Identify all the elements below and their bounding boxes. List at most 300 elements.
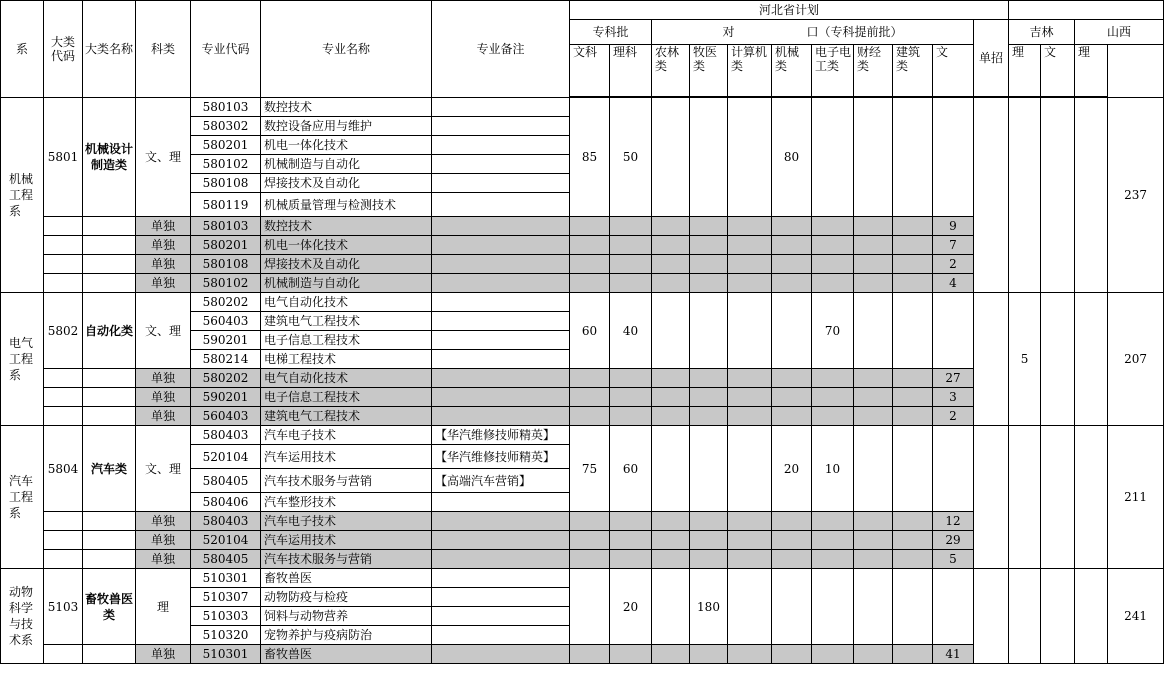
major-name: 建筑电气工程技术 <box>261 312 432 331</box>
danzhao-plan-empty <box>570 531 610 550</box>
danzhao-plan-empty <box>854 550 893 569</box>
plan-muyi <box>690 293 728 369</box>
jilin-li <box>1009 569 1041 664</box>
danzhao-note <box>432 388 570 407</box>
major-note <box>432 136 570 155</box>
major-note <box>432 350 570 369</box>
major-name: 机电一体化技术 <box>261 136 432 155</box>
danzhao-note <box>432 512 570 531</box>
danzhao-note <box>432 645 570 664</box>
danzhao-count: 2 <box>933 255 974 274</box>
danzhao-plan-empty <box>652 236 690 255</box>
major-note <box>432 626 570 645</box>
danzhao-plan-empty <box>854 369 893 388</box>
blank-code <box>44 255 83 274</box>
header-zhuanke: 专科批 <box>570 20 652 45</box>
danzhao-name: 汽车电子技术 <box>261 512 432 531</box>
danzhao-plan-empty <box>610 388 652 407</box>
category-name: 汽车类 <box>83 426 136 512</box>
danzhao-count: 3 <box>933 388 974 407</box>
danzhao-subject: 单独 <box>136 645 191 664</box>
blank-code <box>44 217 83 236</box>
danzhao-name: 建筑电气工程技术 <box>261 407 432 426</box>
danzhao-plan-empty <box>854 645 893 664</box>
shanxi-li <box>1075 426 1108 569</box>
header-muyi: 牧医类 <box>690 45 728 97</box>
plan-jixie <box>772 293 812 369</box>
header-jixie: 机械类 <box>772 45 812 97</box>
danzhao-plan-empty <box>772 531 812 550</box>
danzhao-note <box>432 255 570 274</box>
danzhao-plan-empty <box>854 531 893 550</box>
plan-wenke: 60 <box>570 293 610 369</box>
plan-caijing <box>854 569 893 645</box>
blank-code <box>44 531 83 550</box>
category-code: 5804 <box>44 426 83 512</box>
category-code: 5802 <box>44 293 83 369</box>
category-name: 自动化类 <box>83 293 136 369</box>
plan-jisuanji <box>728 569 772 645</box>
plan-jixie: 80 <box>772 98 812 217</box>
plan-jianzhu <box>893 569 933 645</box>
subject-type: 文、理 <box>136 426 191 512</box>
danzhao-plan-empty <box>772 388 812 407</box>
category-code: 5103 <box>44 569 83 645</box>
danzhao-name: 数控技术 <box>261 217 432 236</box>
header-like: 理科 <box>610 45 652 97</box>
danzhao-count: 9 <box>933 217 974 236</box>
danzhao-plan-empty <box>652 274 690 293</box>
major-note: 【华汽维修技师精英】 <box>432 445 570 469</box>
header-major-name: 专业名称 <box>261 1 432 98</box>
danzhao-plan-empty <box>728 407 772 426</box>
jilin-li <box>1009 98 1041 293</box>
danzhao-plan-empty <box>893 236 933 255</box>
danzhao-name: 汽车运用技术 <box>261 531 432 550</box>
danzhao-plan-empty <box>690 255 728 274</box>
danzhao-count: 7 <box>933 236 974 255</box>
blank-name <box>83 550 136 569</box>
shanxi-wen <box>1041 293 1075 426</box>
danzhao-plan-empty <box>690 512 728 531</box>
major-code: 580103 <box>191 98 261 117</box>
header-shanxi: 山西 <box>1075 20 1164 45</box>
danzhao-plan-empty <box>570 388 610 407</box>
jilin-li <box>1009 426 1041 569</box>
major-code: 580403 <box>191 426 261 445</box>
danzhao-plan-empty <box>728 388 772 407</box>
major-code: 580214 <box>191 350 261 369</box>
table-row <box>1 98 1164 117</box>
danzhao-plan-empty <box>652 369 690 388</box>
jilin-wen <box>974 293 1009 426</box>
blank-name <box>83 531 136 550</box>
blank-name <box>83 645 136 664</box>
major-name: 机械制造与自动化 <box>261 155 432 174</box>
danzhao-plan-empty <box>812 645 854 664</box>
danzhao-name: 机电一体化技术 <box>261 236 432 255</box>
table-row <box>1 569 1164 588</box>
danzhao-plan-empty <box>690 388 728 407</box>
danzhao-plan-empty <box>690 531 728 550</box>
header-danzhao: 单招 <box>974 20 1009 97</box>
danzhao-plan-empty <box>610 236 652 255</box>
danzhao-plan-empty <box>893 550 933 569</box>
plan-nonglin <box>652 426 690 512</box>
major-code: 560403 <box>191 312 261 331</box>
danzhao-code: 520104 <box>191 531 261 550</box>
plan-wenke: 75 <box>570 426 610 512</box>
header-major-code: 专业代码 <box>191 1 261 98</box>
table-row <box>1 426 1164 445</box>
major-name: 畜牧兽医 <box>261 569 432 588</box>
danzhao-plan-empty <box>893 407 933 426</box>
header-jilin: 吉林 <box>1009 20 1075 45</box>
plan-danzhao <box>933 98 974 217</box>
danzhao-note <box>432 531 570 550</box>
major-name: 电子信息工程技术 <box>261 331 432 350</box>
major-code: 580201 <box>191 136 261 155</box>
danzhao-code: 590201 <box>191 388 261 407</box>
danzhao-plan-empty <box>854 236 893 255</box>
danzhao-plan-empty <box>690 550 728 569</box>
danzhao-plan-empty <box>570 645 610 664</box>
major-name: 汽车整形技术 <box>261 493 432 512</box>
major-note <box>432 98 570 117</box>
major-note <box>432 331 570 350</box>
danzhao-code: 580202 <box>191 369 261 388</box>
danzhao-plan-empty <box>610 531 652 550</box>
plan-nonglin <box>652 98 690 217</box>
plan-nonglin <box>652 293 690 369</box>
danzhao-subject: 单独 <box>136 550 191 569</box>
danzhao-name: 机械制造与自动化 <box>261 274 432 293</box>
danzhao-subject: 单独 <box>136 369 191 388</box>
danzhao-plan-empty <box>893 369 933 388</box>
danzhao-plan-empty <box>570 550 610 569</box>
header-duikou: 对 口（专科提前批） <box>652 20 974 45</box>
danzhao-plan-empty <box>652 645 690 664</box>
danzhao-plan-empty <box>812 369 854 388</box>
header-cat-name: 大类名称 <box>83 1 136 98</box>
header-dept: 系 <box>1 1 44 98</box>
major-code: 590201 <box>191 331 261 350</box>
major-name: 动物防疫与检疫 <box>261 588 432 607</box>
plan-muyi <box>690 98 728 217</box>
plan-like: 60 <box>610 426 652 512</box>
header-shanxi-li: 理 <box>1075 45 1108 97</box>
danzhao-plan-empty <box>812 217 854 236</box>
major-note <box>432 607 570 626</box>
danzhao-subject: 单独 <box>136 407 191 426</box>
major-code: 510307 <box>191 588 261 607</box>
plan-danzhao <box>933 426 974 512</box>
danzhao-plan-empty <box>812 236 854 255</box>
danzhao-note <box>432 217 570 236</box>
major-note <box>432 293 570 312</box>
blank-code <box>44 645 83 664</box>
header-jilin-li: 理 <box>1009 45 1041 97</box>
danzhao-plan-empty <box>812 512 854 531</box>
danzhao-plan-empty <box>772 236 812 255</box>
danzhao-plan-empty <box>893 645 933 664</box>
major-note <box>432 588 570 607</box>
danzhao-name: 畜牧兽医 <box>261 645 432 664</box>
plan-like: 40 <box>610 293 652 369</box>
danzhao-plan-empty <box>652 255 690 274</box>
danzhao-plan-empty <box>772 550 812 569</box>
major-name: 机械质量管理与检测技术 <box>261 193 432 217</box>
danzhao-code: 580102 <box>191 274 261 293</box>
danzhao-count: 29 <box>933 531 974 550</box>
major-note <box>432 117 570 136</box>
danzhao-plan-empty <box>570 217 610 236</box>
danzhao-plan-empty <box>854 274 893 293</box>
blank-code <box>44 236 83 255</box>
header-blank <box>1009 1 1164 20</box>
danzhao-plan-empty <box>772 274 812 293</box>
header-cat-code: 大类代码 <box>44 1 83 98</box>
danzhao-plan-empty <box>772 512 812 531</box>
header-nonglin: 农林类 <box>652 45 690 97</box>
major-note <box>432 174 570 193</box>
danzhao-plan-empty <box>728 255 772 274</box>
danzhao-plan-empty <box>893 274 933 293</box>
danzhao-count: 41 <box>933 645 974 664</box>
danzhao-plan-empty <box>893 531 933 550</box>
danzhao-code: 580405 <box>191 550 261 569</box>
header-jilin-wen: 文 <box>933 45 974 97</box>
group-total: 207 <box>1108 293 1164 426</box>
header-wenke: 文科 <box>570 45 610 97</box>
danzhao-plan-empty <box>652 550 690 569</box>
danzhao-plan-empty <box>652 407 690 426</box>
plan-jisuanji <box>728 98 772 217</box>
danzhao-code: 580403 <box>191 512 261 531</box>
plan-jianzhu <box>893 426 933 512</box>
blank-name <box>83 217 136 236</box>
major-note: 【华汽维修技师精英】 <box>432 426 570 445</box>
danzhao-note <box>432 369 570 388</box>
plan-danzhao <box>933 293 974 369</box>
danzhao-plan-empty <box>772 407 812 426</box>
category-code: 5801 <box>44 98 83 217</box>
major-name: 汽车电子技术 <box>261 426 432 445</box>
danzhao-code: 560403 <box>191 407 261 426</box>
danzhao-plan-empty <box>690 407 728 426</box>
danzhao-plan-empty <box>570 274 610 293</box>
danzhao-name: 电子信息工程技术 <box>261 388 432 407</box>
major-code: 580405 <box>191 469 261 493</box>
header-subject: 科类 <box>136 1 191 98</box>
danzhao-plan-empty <box>570 512 610 531</box>
danzhao-plan-empty <box>728 550 772 569</box>
header-dianzi: 电子电工类 <box>812 45 854 97</box>
major-code: 510320 <box>191 626 261 645</box>
blank-code <box>44 512 83 531</box>
danzhao-plan-empty <box>610 550 652 569</box>
danzhao-plan-empty <box>652 512 690 531</box>
shanxi-li <box>1075 569 1108 664</box>
major-note: 【高端汽车营销】 <box>432 469 570 493</box>
danzhao-subject: 单独 <box>136 255 191 274</box>
major-code: 580108 <box>191 174 261 193</box>
plan-caijing <box>854 426 893 512</box>
blank-name <box>83 369 136 388</box>
major-code: 520104 <box>191 445 261 469</box>
danzhao-plan-empty <box>610 274 652 293</box>
blank-code <box>44 407 83 426</box>
danzhao-code: 580201 <box>191 236 261 255</box>
danzhao-plan-empty <box>854 407 893 426</box>
danzhao-plan-empty <box>652 531 690 550</box>
danzhao-plan-empty <box>610 645 652 664</box>
blank-name <box>83 388 136 407</box>
plan-wenke <box>570 569 610 645</box>
danzhao-plan-empty <box>772 645 812 664</box>
plan-jixie: 20 <box>772 426 812 512</box>
danzhao-plan-empty <box>728 512 772 531</box>
danzhao-plan-empty <box>570 407 610 426</box>
danzhao-plan-empty <box>610 217 652 236</box>
plan-caijing <box>854 293 893 369</box>
danzhao-plan-empty <box>690 236 728 255</box>
major-code: 580102 <box>191 155 261 174</box>
danzhao-plan-empty <box>610 407 652 426</box>
danzhao-name: 焊接技术及自动化 <box>261 255 432 274</box>
major-note <box>432 193 570 217</box>
danzhao-plan-empty <box>812 255 854 274</box>
subject-type: 理 <box>136 569 191 645</box>
danzhao-plan-empty <box>854 512 893 531</box>
plan-jianzhu <box>893 293 933 369</box>
danzhao-plan-empty <box>570 255 610 274</box>
major-note <box>432 569 570 588</box>
jilin-wen <box>974 426 1009 569</box>
danzhao-note <box>432 407 570 426</box>
plan-nonglin <box>652 569 690 645</box>
danzhao-plan-empty <box>893 388 933 407</box>
jilin-wen <box>974 98 1009 293</box>
danzhao-subject: 单独 <box>136 217 191 236</box>
major-note <box>432 312 570 331</box>
danzhao-plan-empty <box>652 388 690 407</box>
major-name: 数控设备应用与维护 <box>261 117 432 136</box>
jilin-wen <box>974 569 1009 664</box>
subject-type: 文、理 <box>136 293 191 369</box>
dept-name: 电气工程系 <box>1 293 44 426</box>
danzhao-plan-empty <box>690 274 728 293</box>
danzhao-plan-empty <box>772 217 812 236</box>
danzhao-name: 汽车技术服务与营销 <box>261 550 432 569</box>
danzhao-subject: 单独 <box>136 236 191 255</box>
shanxi-li <box>1075 98 1108 293</box>
danzhao-note <box>432 550 570 569</box>
danzhao-plan-empty <box>690 217 728 236</box>
danzhao-plan-empty <box>690 369 728 388</box>
danzhao-plan-empty <box>570 236 610 255</box>
danzhao-code: 580108 <box>191 255 261 274</box>
major-name: 电气自动化技术 <box>261 293 432 312</box>
header-jisuanji: 计算机类 <box>728 45 772 97</box>
blank-name <box>83 255 136 274</box>
group-total: 211 <box>1108 426 1164 569</box>
danzhao-plan-empty <box>570 369 610 388</box>
plan-jianzhu <box>893 98 933 217</box>
blank-code <box>44 274 83 293</box>
group-total: 241 <box>1108 569 1164 664</box>
blank-name <box>83 512 136 531</box>
danzhao-count: 2 <box>933 407 974 426</box>
danzhao-note <box>432 274 570 293</box>
blank-name <box>83 407 136 426</box>
danzhao-code: 580103 <box>191 217 261 236</box>
danzhao-count: 5 <box>933 550 974 569</box>
major-note <box>432 493 570 512</box>
danzhao-plan-empty <box>812 550 854 569</box>
danzhao-plan-empty <box>610 369 652 388</box>
danzhao-code: 510301 <box>191 645 261 664</box>
category-name: 机械设计制造类 <box>83 98 136 217</box>
major-note <box>432 155 570 174</box>
plan-jisuanji <box>728 426 772 512</box>
danzhao-plan-empty <box>812 531 854 550</box>
danzhao-count: 4 <box>933 274 974 293</box>
shanxi-wen <box>1041 426 1075 569</box>
jilin-li: 5 <box>1009 293 1041 426</box>
header-caijing: 财经类 <box>854 45 893 97</box>
danzhao-plan-empty <box>854 388 893 407</box>
plan-muyi: 180 <box>690 569 728 645</box>
danzhao-plan-empty <box>728 369 772 388</box>
major-code: 580119 <box>191 193 261 217</box>
major-name: 焊接技术及自动化 <box>261 174 432 193</box>
danzhao-subject: 单独 <box>136 388 191 407</box>
dept-name: 动物科学与技术系 <box>1 569 44 664</box>
danzhao-count: 27 <box>933 369 974 388</box>
danzhao-subject: 单独 <box>136 274 191 293</box>
danzhao-plan-empty <box>728 217 772 236</box>
plan-muyi <box>690 426 728 512</box>
danzhao-subject: 单独 <box>136 512 191 531</box>
blank-name <box>83 236 136 255</box>
blank-code <box>44 550 83 569</box>
danzhao-plan-empty <box>854 255 893 274</box>
danzhao-plan-empty <box>610 255 652 274</box>
major-code: 580302 <box>191 117 261 136</box>
blank-code <box>44 369 83 388</box>
shanxi-wen <box>1041 98 1075 293</box>
plan-caijing <box>854 98 893 217</box>
plan-danzhao <box>933 569 974 645</box>
dept-name: 汽车工程系 <box>1 426 44 569</box>
danzhao-plan-empty <box>652 217 690 236</box>
major-name: 饲料与动物营养 <box>261 607 432 626</box>
danzhao-plan-empty <box>893 217 933 236</box>
danzhao-count: 12 <box>933 512 974 531</box>
danzhao-plan-empty <box>728 236 772 255</box>
danzhao-plan-empty <box>812 407 854 426</box>
header-hebei-plan: 河北省计划 <box>570 1 1009 20</box>
dept-name: 机械工程系 <box>1 98 44 293</box>
major-code: 510303 <box>191 607 261 626</box>
major-code: 510301 <box>191 569 261 588</box>
danzhao-plan-empty <box>690 645 728 664</box>
danzhao-plan-empty <box>893 512 933 531</box>
header-note: 专业备注 <box>432 1 570 98</box>
major-name: 电梯工程技术 <box>261 350 432 369</box>
blank-name <box>83 274 136 293</box>
